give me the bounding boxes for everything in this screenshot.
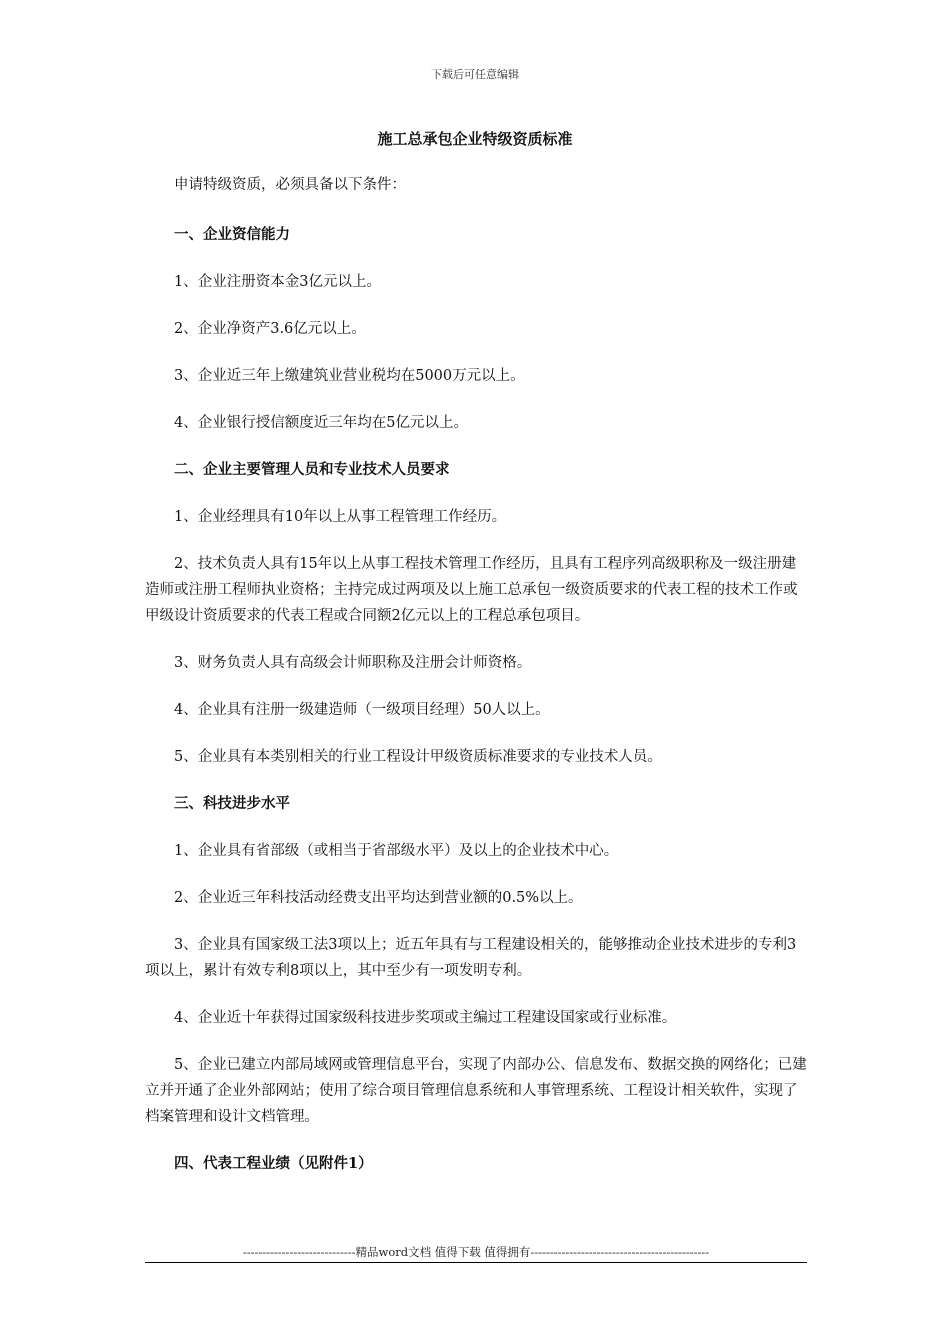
header-note: 下载后可任意编辑 xyxy=(431,68,519,81)
section1-item: 1、企业注册资本金3亿元以上。 xyxy=(174,274,381,290)
section2-item: 4、企业具有注册一级建造师（一级项目经理）50人以上。 xyxy=(174,702,550,718)
section3-item: 1、企业具有省部级（或相当于省部级水平）及以上的企业技术中心。 xyxy=(174,843,619,859)
section3-item: 3、企业具有国家级工法3项以上；近五年具有与工程建设相关的，能够推动企业技术进步的专利3项以上，累计有效专利8项以上，其中至少有一项发明专利。 xyxy=(145,937,797,979)
section1-item: 2、企业净资产3.6亿元以上。 xyxy=(174,321,366,337)
section2-item: 1、企业经理具有10年以上从事工程管理工作经历。 xyxy=(174,509,507,525)
section1-item: 3、企业近三年上缴建筑业营业税均在5000万元以上。 xyxy=(174,368,525,384)
section-heading-3: 三、科技进步水平 xyxy=(174,795,290,812)
footer-rule xyxy=(145,1262,807,1263)
section-heading-2: 二、企业主要管理人员和专业技术人员要求 xyxy=(174,461,450,478)
section3-item: 4、企业近十年获得过国家级科技进步奖项或主编过工程建设国家或行业标准。 xyxy=(174,1010,677,1026)
section3-item: 2、企业近三年科技活动经费支出平均达到营业额的0.5%以上。 xyxy=(174,890,583,906)
section2-item: 5、企业具有本类别相关的行业工程设计甲级资质标准要求的专业技术人员。 xyxy=(174,749,662,765)
footer-note: -----------------------------精品word文档 值得下载 值得拥有---------------------------------------------- xyxy=(242,1245,710,1259)
section2-item: 3、财务负责人具有高级会计师职称及注册会计师资格。 xyxy=(174,655,532,671)
document-body xyxy=(145,172,807,1198)
section1-item: 4、企业银行授信额度近三年均在5亿元以上。 xyxy=(174,415,468,431)
section2-item: 2、技术负责人具有15年以上从事工程技术管理工作经历，且具有工程序列高级职称及一级注册建造师或注册工程师执业资格；主持完成过两项及以上施工总承包一级资质要求的代表工程的技术工作或甲级设计资质要求的代表工程或合同额2亿元以上的工程总承包项目。 xyxy=(145,556,798,624)
intro-paragraph: 申请特级资质，必须具备以下条件： xyxy=(174,177,406,193)
section3-item: 5、企业已建立内部局域网或管理信息平台，实现了内部办公、信息发布、数据交换的网络化；已建立并开通了企业外部网站；使用了综合项目管理信息系统和人事管理系统、工程设计相关软件，实现了档案管理和设计文档管理。 xyxy=(145,1057,807,1125)
document-title: 施工总承包企业特级资质标准 xyxy=(377,130,573,148)
section-heading-4: 四、代表工程业绩（见附件1） xyxy=(174,1155,373,1172)
section-heading-1: 一、企业资信能力 xyxy=(174,226,290,243)
